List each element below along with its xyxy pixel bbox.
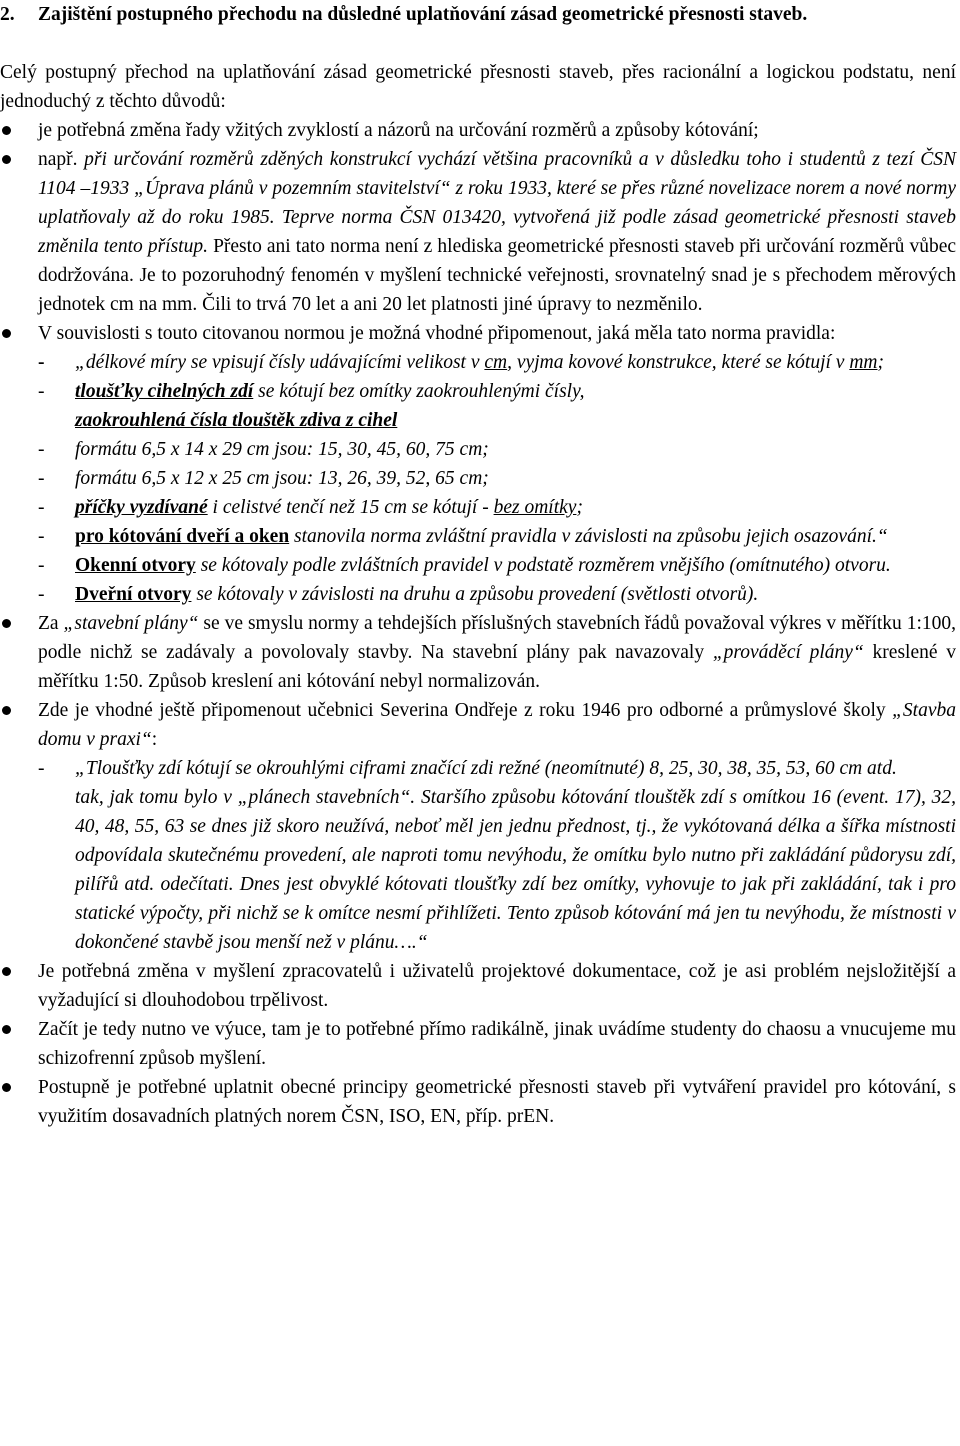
section-heading bbox=[0, 0, 956, 29]
bullet-4-text-a: Za bbox=[38, 613, 64, 634]
dash-marker: - bbox=[38, 468, 45, 489]
dash-1-unit-cm: cm bbox=[484, 352, 508, 373]
bullet-2-lead: např. bbox=[38, 149, 78, 170]
dash-6-bold: pro kótování dveří a oken bbox=[75, 526, 290, 547]
dash-marker: - bbox=[38, 555, 45, 576]
dash-marker: - bbox=[38, 497, 45, 518]
dash-item-1 bbox=[0, 348, 956, 377]
dash-marker: - bbox=[38, 381, 45, 402]
dash-item-5 bbox=[0, 493, 956, 522]
dash-item-2 bbox=[0, 377, 956, 435]
bullet-5-text-a: Zde je vhodné ještě připomenout učebnici Severina Ondřeje z roku 1946 pro odborné a průmyslové školy bbox=[38, 700, 893, 721]
quote-block bbox=[0, 754, 956, 957]
dash-item-4 bbox=[0, 464, 956, 493]
bullet-5-text-b: : bbox=[151, 729, 158, 750]
dash-5-bold: příčky vyzdívané bbox=[75, 497, 208, 518]
dash-1-text-a: „délkové míry se vpisují čísly udávajícími velikost v bbox=[75, 352, 485, 373]
dash-2-bold: tloušťky cihelných zdí bbox=[75, 381, 254, 402]
bullet-2-quote-1: při určování rozměrů zděných konstrukcí vychází většina pracovníků a v důsledku toho i studentů z tezí ČSN 1104 –1933 „Úprava plánů v pozemním stavitelství“ z roku 1933, které se přes různé novelizace norem a nové normy uplatňovaly až do roku 1985. bbox=[38, 149, 956, 228]
dash-8-bold: Dveřní otvory bbox=[75, 584, 192, 605]
bullet-4-text-b: se ve smyslu normy a tehdejších příslušných stavebních řádů považoval výkres v měřítku 1:100, podle nichž se zadávaly a povolovaly stavby. Na stavební plány pak navazovaly bbox=[38, 613, 956, 663]
bullet-2 bbox=[0, 145, 956, 319]
bullet-2-text-3: Přesto ani tato norma není z hlediska geometrické přesnosti staveb při určování rozměrů vůbec dodržována. bbox=[38, 236, 956, 286]
dash-2-text: se kótují bez omítky zaokrouhlenými čísly, bbox=[253, 381, 585, 402]
dash-item-8 bbox=[0, 580, 956, 609]
bullet-6 bbox=[0, 957, 956, 1015]
bullet-dot bbox=[2, 619, 11, 628]
bullet-4-italic-2: „prováděcí plány“ bbox=[712, 642, 864, 663]
bullet-7 bbox=[0, 1015, 956, 1073]
bullet-1 bbox=[0, 116, 956, 145]
bullet-dot bbox=[2, 1083, 11, 1092]
bullet-dot bbox=[2, 967, 11, 976]
bullet-2-text-5: Čili to trvá 70 let a ani 20 let platnosti jiné úpravy to nezměnilo. bbox=[202, 294, 703, 315]
dash-6-text: stanovila norma zvláštní pravidla v závislosti na způsobu jejich osazování.“ bbox=[289, 526, 888, 547]
dash-marker: - bbox=[38, 526, 45, 547]
bullet-7-text: Začít je tedy nutno ve výuce, tam je to potřebné přímo radikálně, jinak uvádíme studenty do chaosu a vnucujeme mu schizofrenní způsob myšlení. bbox=[38, 1019, 956, 1069]
bullet-dot bbox=[2, 706, 11, 715]
bullet-3 bbox=[0, 319, 956, 348]
bullet-dot bbox=[2, 155, 11, 164]
dash-1-text-b: , vyjma kovové konstrukce, které se kótují v bbox=[507, 352, 850, 373]
intro-paragraph: Celý postupný přechod na uplatňování zásad geometrické přesnosti staveb, přes racionální a logickou podstatu, není jednoduchý z těchto důvodů: bbox=[0, 62, 956, 112]
dash-item-7 bbox=[0, 551, 956, 580]
dash-5-underlined: bez omítky bbox=[493, 497, 577, 518]
heading-number: 2. bbox=[0, 4, 15, 25]
dash-3-text: formátu 6,5 x 14 x 29 cm jsou: 15, 30, 45, 60, 75 cm; bbox=[75, 439, 489, 460]
dash-5-text: i celistvé tenčí než 15 cm se kótují - bbox=[207, 497, 494, 518]
bullet-dot bbox=[2, 1025, 11, 1034]
dash-4-text: formátu 6,5 x 12 x 25 cm jsou: 13, 26, 39, 52, 65 cm; bbox=[75, 468, 489, 489]
bullet-3-text: V souvislosti s touto citovanou normou je možná vhodné připomenout, jaká měla tato norma pravidla: bbox=[38, 323, 836, 344]
heading-text: Zajištění postupného přechodu na důsledné uplatňování zásad geometrické přesnosti staveb. bbox=[38, 4, 808, 25]
dash-marker: - bbox=[38, 439, 45, 460]
bullet-5-book-title: „Stavba domu v praxi“ bbox=[38, 700, 956, 750]
bullet-6-text: Je potřebná změna v myšlení zpracovatelů i uživatelů projektové dokumentace, což je asi problém nejsložitější a vyžadující si dlouhodobou trpělivost. bbox=[38, 961, 956, 1011]
dash-marker: - bbox=[38, 352, 45, 373]
bullet-dot bbox=[2, 329, 11, 338]
dash-1-unit-mm: mm bbox=[849, 352, 878, 373]
bullet-4-text-c: kreslené v měřítku 1:50. Způsob kreslení ani kótování nebyl normalizován. bbox=[38, 642, 956, 692]
bullet-8 bbox=[0, 1073, 956, 1131]
dash-8-text: se kótovaly v závislosti na druhu a způsobu provedení (světlosti otvorů). bbox=[191, 584, 759, 605]
bullet-dot bbox=[2, 126, 11, 135]
dash-7-bold: Okenní otvory bbox=[75, 555, 196, 576]
dash-7-text: se kótovaly podle zvláštních pravidel v podstatě rozměrem vnějšího (omítnutého) otvoru. bbox=[195, 555, 891, 576]
dash-marker: - bbox=[38, 758, 45, 779]
dash-2-line2: zaokrouhlená čísla tlouštěk zdiva z cihel bbox=[75, 410, 398, 431]
dash-item-6 bbox=[0, 522, 956, 551]
bullet-4-italic-1: „stavební plány“ bbox=[63, 613, 199, 634]
bullet-4 bbox=[0, 609, 956, 696]
bullet-2-text-4: Je to pozoruhodný fenomén v myšlení technické veřejnosti, srovnatelný snad je s přechodem měrových jednotek cm na mm. bbox=[38, 265, 956, 315]
bullet-5 bbox=[0, 696, 956, 754]
quote-line-1: „Tloušťky zdí kótují se okrouhlými ciframi značící zdi režné (neomítnuté) 8, 25, 30, 38, 35, 53, 60 cm atd. bbox=[75, 758, 897, 779]
quote-body: tak, jak tomu bylo v „plánech stavebních“. Staršího způsobu kótování tlouštěk zdí s omítkou 16 (event. 17), 32, 40, 48, 55, 63 se dnes již skoro neužívá, neboť měl jen jednu přednost, tj., že vykótovaná délka a šířka místnosti odpovídala skutečnému provedení, ale naproti tomu nevýhodu, že omítku bylo nutno při zakládání půdorysu zdí, pilířů atd. odečítati. Dnes jest obvyklé kótovati tloušťky zdí bez omítky, vyhovuje to jak při zakládání, tak i pro statické výpočty, při nichž se k omítce nesmí přihlížeti. Tento způsob kótování má jen tu nevýhodu, že místnosti v dokončené stavbě jsou menší než v plánu….“ bbox=[75, 787, 956, 953]
dash-marker: - bbox=[38, 584, 45, 605]
dash-5-end: ; bbox=[576, 497, 583, 518]
bullet-1-text: je potřebná změna řady vžitých zvyklostí a názorů na určování rozměrů a způsoby kótování; bbox=[38, 120, 759, 141]
bullet-2-quote-2: Teprve norma ČSN 013420, vytvořená již podle zásad geometrické přesnosti staveb změnila tento přístup. bbox=[38, 207, 957, 257]
dash-1-text-c: ; bbox=[877, 352, 884, 373]
bullet-8-text: Postupně je potřebné uplatnit obecné principy geometrické přesnosti staveb při vytváření pravidel pro kótování, s využitím dosavadních platných norem ČSN, ISO, EN, příp. prEN. bbox=[38, 1077, 956, 1127]
dash-item-3 bbox=[0, 435, 956, 464]
